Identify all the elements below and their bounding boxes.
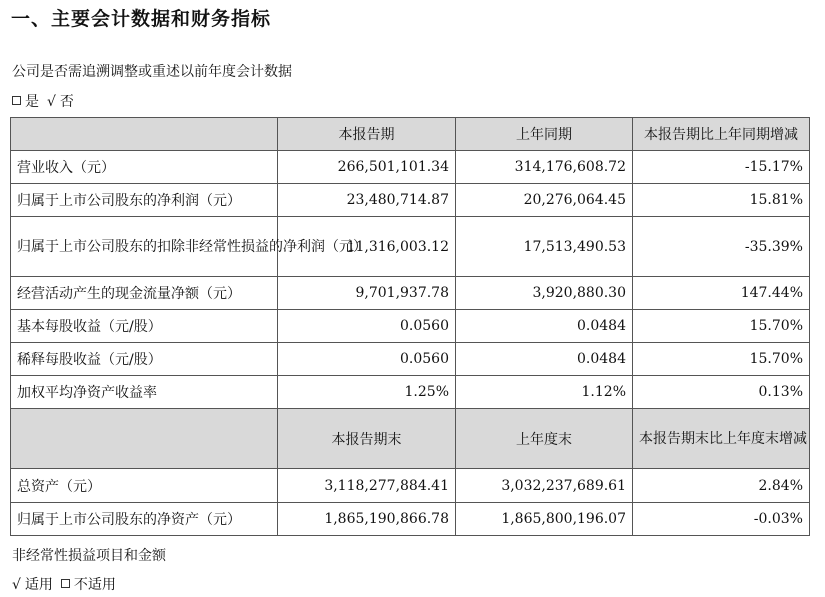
row-label: 归属于上市公司股东的净利润（元） — [11, 184, 278, 217]
header-cell: 本报告期末比上年度末增减 — [633, 409, 810, 469]
not-applicable-label: 不适用 — [73, 577, 116, 593]
cell-value: 1.25% — [278, 376, 456, 409]
cell-value: 11,316,003.12 — [278, 217, 456, 277]
table-row — [11, 184, 810, 217]
cell-value: 15.70% — [633, 343, 810, 376]
yes-label: 是 — [25, 94, 39, 110]
row-label: 稀释每股收益（元/股） — [11, 343, 278, 376]
nonrecurring-title: 非经常性损益项目和金额 — [12, 548, 166, 564]
cell-value: -15.17% — [633, 151, 810, 184]
cell-value: 20,276,064.45 — [456, 184, 633, 217]
cell-value: 1,865,800,196.07 — [456, 503, 633, 536]
row-label: 加权平均净资产收益率 — [11, 376, 278, 409]
row-label: 总资产（元） — [11, 469, 278, 503]
header-cell — [11, 409, 278, 469]
header-cell: 本报告期末 — [278, 409, 456, 469]
cell-value: 0.0560 — [278, 310, 456, 343]
cell-value: 0.0484 — [456, 310, 633, 343]
checkmark-icon: √ — [47, 94, 56, 110]
row-label: 经营活动产生的现金流量净额（元） — [11, 277, 278, 310]
section-title: 一、主要会计数据和财务指标 — [11, 8, 272, 30]
table-row — [11, 277, 810, 310]
yes-checkbox[interactable] — [12, 96, 21, 105]
restate-question: 公司是否需追溯调整或重述以前年度会计数据 — [12, 64, 292, 80]
cell-value: -35.39% — [633, 217, 810, 277]
header-cell: 上年度末 — [456, 409, 633, 469]
table-header-row — [11, 118, 810, 151]
cell-value: 3,920,880.30 — [456, 277, 633, 310]
cell-value: 147.44% — [633, 277, 810, 310]
header-cell: 上年同期 — [456, 118, 633, 151]
table-row — [11, 343, 810, 376]
cell-value: 314,176,608.72 — [456, 151, 633, 184]
header-cell — [11, 118, 278, 151]
restate-options — [12, 91, 74, 111]
cell-value: -0.03% — [633, 503, 810, 536]
header-cell: 本报告期比上年同期增减 — [633, 118, 810, 151]
cell-value: 15.81% — [633, 184, 810, 217]
financial-data-table — [10, 117, 810, 536]
not-applicable-checkbox[interactable] — [61, 579, 70, 588]
cell-value: 23,480,714.87 — [278, 184, 456, 217]
checkmark-icon: √ — [12, 577, 21, 593]
table-header-row — [11, 409, 810, 469]
header-cell: 本报告期 — [278, 118, 456, 151]
table-row — [11, 310, 810, 343]
cell-value: 3,032,237,689.61 — [456, 469, 633, 503]
cell-value: 0.13% — [633, 376, 810, 409]
cell-value: 17,513,490.53 — [456, 217, 633, 277]
row-label: 归属于上市公司股东的净资产（元） — [11, 503, 278, 536]
table-row — [11, 469, 810, 503]
table-row — [11, 217, 810, 277]
cell-value: 9,701,937.78 — [278, 277, 456, 310]
table-row — [11, 376, 810, 409]
table-row — [11, 151, 810, 184]
cell-value: 3,118,277,884.41 — [278, 469, 456, 503]
cell-value: 0.0560 — [278, 343, 456, 376]
row-label: 营业收入（元） — [11, 151, 278, 184]
applicable-label: 适用 — [24, 577, 53, 593]
cell-value: 1,865,190,866.78 — [278, 503, 456, 536]
applicable-options — [12, 574, 116, 594]
cell-value: 1.12% — [456, 376, 633, 409]
cell-value: 2.84% — [633, 469, 810, 503]
cell-value: 266,501,101.34 — [278, 151, 456, 184]
table-row — [11, 503, 810, 536]
row-label: 归属于上市公司股东的扣除非经常性损益的净利润（元） — [11, 217, 278, 277]
cell-value: 15.70% — [633, 310, 810, 343]
row-label: 基本每股收益（元/股） — [11, 310, 278, 343]
no-label: 否 — [59, 94, 74, 110]
cell-value: 0.0484 — [456, 343, 633, 376]
